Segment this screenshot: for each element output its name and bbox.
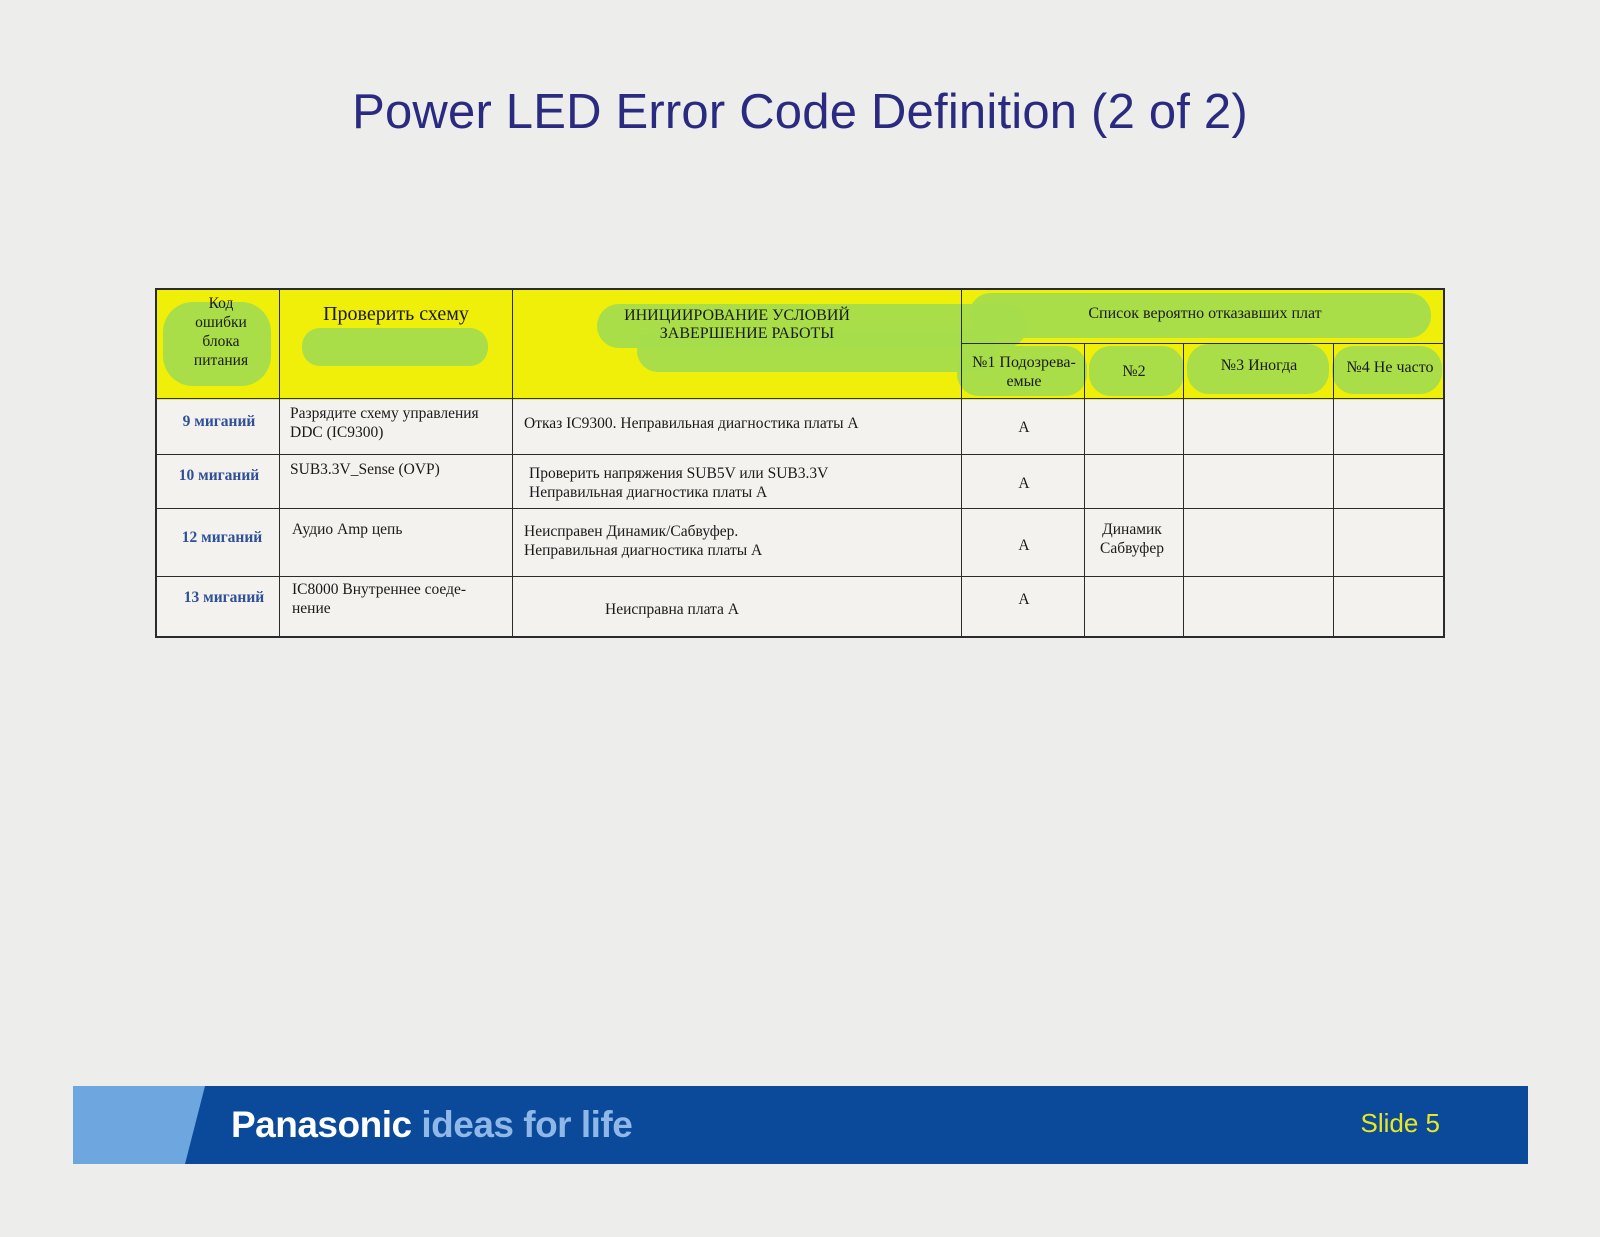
row2-board-1: A (1018, 475, 1030, 492)
row3-board-2: Динамик Сабвуфер (1100, 521, 1164, 557)
row3-condition: Неисправен Динамик/Сабвуфер. Неправильная диагностика платы A (524, 523, 763, 559)
row1-code: 9 миганий (182, 413, 256, 430)
footer-bar (73, 1086, 1528, 1164)
header-check: Проверить схему (323, 303, 469, 325)
slide-number: Slide 5 (1360, 1108, 1440, 1138)
row1-check: Разрядите схему управления DDC (IC9300) (290, 405, 479, 441)
header-conditions-line2: ЗАВЕРШЕНИЕ РАБОТЫ (659, 325, 835, 342)
brand-logo (231, 1104, 632, 1146)
footer-accent-slant (185, 1086, 205, 1164)
header-board-3: №3 Иногда (1220, 357, 1298, 374)
row3-check: Аудио Amp цепь (292, 521, 403, 538)
highlight-mark (302, 328, 488, 366)
footer-accent (73, 1086, 185, 1164)
header-boards: Список вероятно отказавших плат (1088, 305, 1322, 322)
header-board-4: №4 Не часто (1346, 359, 1434, 376)
header-code: Код ошибки блока питания (193, 295, 249, 369)
row4-code: 13 миганий (183, 589, 265, 606)
header-board-2: №2 (1122, 363, 1146, 380)
row1-condition: Отказ IC9300. Неправильная диагностика платы A (524, 415, 859, 432)
row4-board-1: A (1018, 591, 1030, 608)
brand-name: Panasonic (231, 1104, 412, 1145)
row4-condition: Неисправна плата A (605, 601, 739, 618)
row2-code: 10 миганий (178, 467, 260, 484)
brand-tagline: ideas for life (421, 1104, 633, 1145)
row3-code: 12 миганий (181, 529, 263, 546)
slide-title: Power LED Error Code Definition (2 of 2) (352, 85, 1248, 139)
error-code-table (155, 288, 1445, 638)
row3-board-1: A (1018, 537, 1030, 554)
row2-condition: Проверить напряжения SUB5V или SUB3.3V Неправильная диагностика платы A (529, 465, 829, 501)
header-conditions-line1: ИНИЦИИРОВАНИЕ УСЛОВИЙ (624, 307, 850, 324)
row4-check: IC8000 Внутреннее соеде-нение (292, 581, 466, 617)
row2-check: SUB3.3V_Sense (OVP) (290, 461, 440, 478)
header-board-1: №1 Подозрева-емые (972, 354, 1076, 390)
row1-board-1: A (1018, 419, 1030, 436)
